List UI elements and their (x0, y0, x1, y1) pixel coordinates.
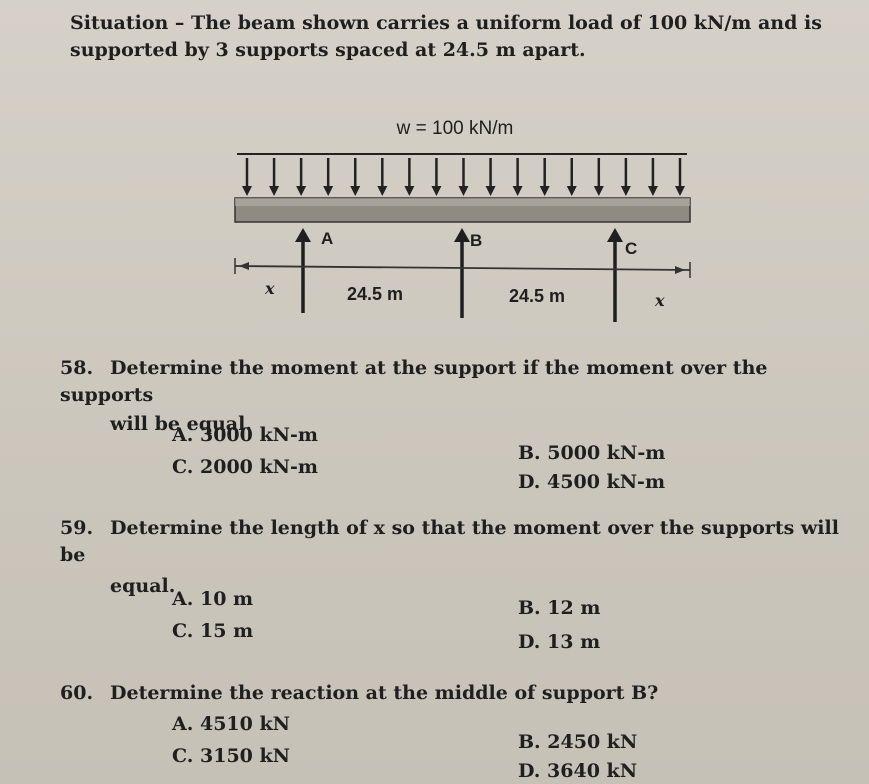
option-60-b: B. 2450 kN (518, 731, 638, 753)
question-stem-line-2: equal. (110, 575, 176, 597)
beam-texture (235, 198, 690, 206)
load-arrow (242, 158, 252, 196)
support-a-label: A (321, 229, 334, 248)
question-60 (60, 680, 850, 707)
load-arrow (459, 158, 469, 196)
dim-x-left: x (265, 279, 275, 298)
option-59-d: D. 13 m (518, 631, 601, 653)
load-arrow (540, 158, 550, 196)
option-59-a: A. 10 m (172, 588, 254, 610)
load-arrow (269, 158, 279, 196)
question-number: 58. (60, 357, 94, 379)
load-label: w = 100 kN/m (396, 118, 514, 139)
situation-text (70, 10, 830, 64)
load-arrow (675, 158, 685, 196)
situation-line-2: supported by 3 supports spaced at 24.5 m apart. (70, 39, 586, 61)
load-arrow (486, 158, 496, 196)
option-58-c: C. 2000 kN-m (172, 456, 319, 478)
option-60-a: A. 4510 kN (172, 713, 290, 735)
load-arrow (377, 158, 387, 196)
question-stem-line-1: Determine the moment at the support if the moment over the supports (60, 357, 768, 406)
question-stem-line-1: Determine the reaction at the middle of support B? (110, 682, 659, 704)
beam-diagram (225, 108, 695, 328)
dim-span-bc: 24.5 m (508, 286, 566, 306)
option-59-b: B. 12 m (518, 597, 601, 619)
load-arrow (431, 158, 441, 196)
option-60-d: D. 3640 kN (518, 760, 638, 782)
question-number: 59. (60, 517, 94, 539)
load-arrow (513, 158, 523, 196)
load-arrow (323, 158, 333, 196)
load-arrows (242, 158, 685, 196)
question-stem-line-1: Determine the length of x so that the moment over the supports will be (60, 517, 839, 566)
load-arrow (567, 158, 577, 196)
dim-x-right: x (655, 291, 665, 310)
load-arrow (594, 158, 604, 196)
load-arrow (621, 158, 631, 196)
option-59-c: C. 15 m (172, 620, 254, 642)
support-c (607, 228, 637, 322)
option-58-b: B. 5000 kN-m (518, 442, 666, 464)
option-58-d: D. 4500 kN-m (518, 471, 666, 493)
support-b (454, 228, 482, 318)
load-arrow (404, 158, 414, 196)
option-58-a: A. 3000 kN-m (172, 424, 318, 446)
support-c-label: C (625, 239, 638, 258)
question-number: 60. (60, 682, 94, 704)
support-a (295, 228, 333, 313)
load-arrow (350, 158, 360, 196)
load-arrow (648, 158, 658, 196)
situation-line-1: Situation – The beam shown carries a uniform load of 100 kN/m and is (70, 12, 822, 34)
dim-span-ab: 24.5 m (346, 284, 404, 304)
support-b-label: B (470, 231, 483, 250)
question-stem-line-2: will be equal. (110, 413, 252, 435)
option-60-c: C. 3150 kN (172, 745, 291, 767)
load-arrow (296, 158, 306, 196)
